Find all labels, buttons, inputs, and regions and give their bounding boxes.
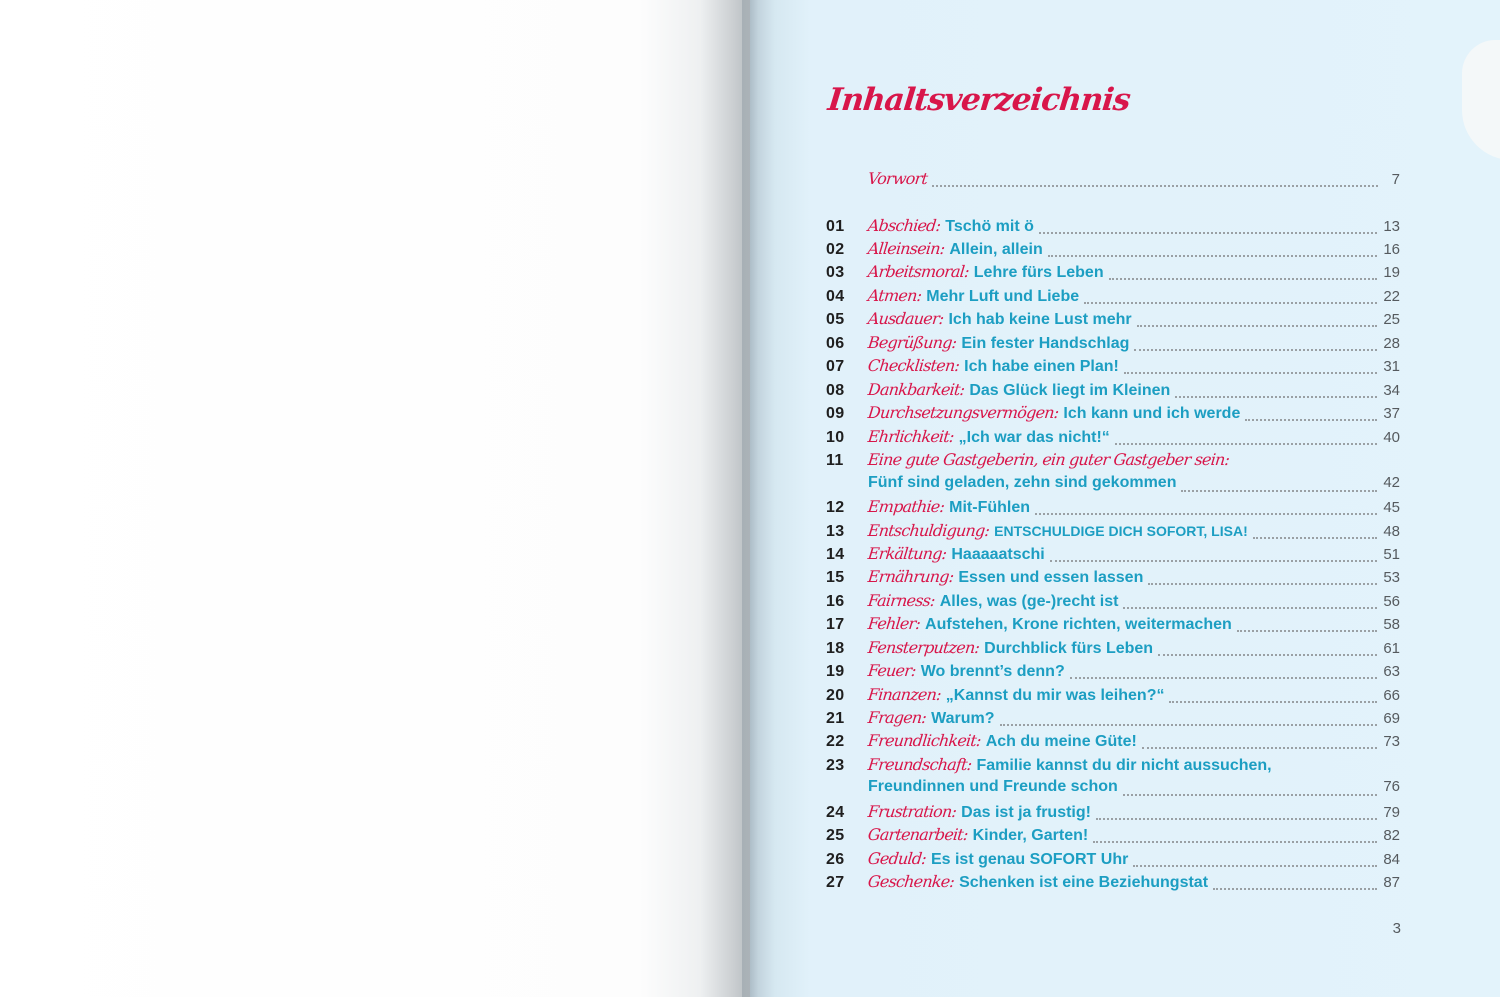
toc-entry[interactable]	[826, 661, 1400, 684]
toc-keyword: Vorwort	[867, 169, 929, 188]
toc-page-number: 45	[1383, 499, 1400, 516]
toc-leader-dots	[1050, 559, 1378, 562]
toc-subtitle: Durchblick fürs Leben	[984, 640, 1154, 657]
toc-entry[interactable]	[826, 286, 1400, 309]
toc-keyword: Fensterputzen:	[867, 638, 981, 657]
toc-number: 18	[826, 640, 845, 657]
toc-subtitle: Freundinnen und Freunde schon	[868, 778, 1118, 795]
toc-page-number: 48	[1383, 523, 1400, 540]
toc-keyword: Ernährung:	[867, 567, 955, 586]
toc-keyword: Empathie:	[867, 497, 946, 516]
toc-entry[interactable]	[826, 544, 1400, 567]
toc-entry[interactable]	[826, 427, 1400, 450]
toc-number: 07	[826, 358, 845, 375]
toc-entry[interactable]	[826, 708, 1400, 731]
toc-keyword: Atmen:	[867, 286, 923, 305]
toc-entry[interactable]	[826, 825, 1400, 848]
toc-entry[interactable]	[826, 497, 1400, 520]
toc-page-number: 56	[1383, 593, 1400, 610]
toc-keyword: Arbeitsmoral:	[867, 262, 970, 281]
toc-subtitle: Es ist genau SOFORT Uhr	[930, 851, 1129, 868]
toc-page-number: 87	[1383, 874, 1400, 891]
toc-leader-dots	[1115, 442, 1378, 445]
toc-subtitle: Ach du meine Güte!	[985, 733, 1137, 750]
toc-keyword: Freundlichkeit:	[867, 731, 982, 750]
toc-page-number: 66	[1383, 687, 1400, 704]
toc-keyword: Erkältung:	[867, 544, 948, 563]
toc-entry-continuation[interactable]	[868, 474, 1400, 497]
toc-entry[interactable]	[826, 262, 1400, 285]
toc-number: 03	[826, 264, 845, 281]
toc-subtitle: Das Glück liegt im Kleinen	[969, 382, 1171, 399]
toc-number: 11	[826, 452, 844, 469]
toc-subtitle: Tschö mit ö	[945, 218, 1034, 235]
toc-keyword: Frustration:	[867, 802, 958, 821]
toc-number: 17	[826, 616, 845, 633]
toc-number: 24	[826, 804, 845, 821]
toc-keyword: Gartenarbeit:	[867, 825, 969, 844]
toc-title: Inhaltsverzeichnis	[826, 82, 1132, 118]
toc-subtitle: Lehre fürs Leben	[973, 264, 1104, 281]
toc-keyword: Freundschaft:	[867, 755, 973, 774]
toc-page-number: 73	[1383, 733, 1400, 750]
toc-subtitle: Ich hab keine Lust mehr	[948, 311, 1132, 328]
toc-entry[interactable]	[826, 216, 1400, 239]
toc-entry[interactable]	[826, 521, 1400, 544]
toc-subtitle: Ich kann und ich werde	[1063, 405, 1241, 422]
toc-page-number: 51	[1383, 546, 1400, 563]
toc-keyword: Durchsetzungsvermögen:	[867, 403, 1060, 422]
toc-subtitle: Warum?	[931, 710, 995, 727]
toc-keyword: Eine gute Gastgeberin, ein guter Gastgeber sein:	[867, 450, 1231, 469]
toc-page-number: 13	[1383, 218, 1400, 235]
toc-page-number: 58	[1383, 616, 1400, 633]
toc-subtitle: ENTSCHULDIGE DICH SOFORT, LISA!	[994, 523, 1248, 539]
toc-entry[interactable]	[826, 849, 1400, 872]
toc-number: 14	[826, 546, 845, 563]
book-spine-shadow	[742, 0, 758, 997]
toc-page-number: 79	[1383, 804, 1400, 821]
toc-leader-dots	[1084, 301, 1377, 304]
page-number: 3	[1392, 920, 1401, 937]
toc-leader-dots	[1070, 676, 1378, 679]
toc-leader-dots	[1035, 512, 1377, 515]
toc-number: 27	[826, 874, 845, 891]
toc-number: 10	[826, 429, 845, 446]
toc-number: 05	[826, 311, 845, 328]
toc-page-number: 53	[1383, 569, 1400, 586]
toc-leader-dots	[1142, 746, 1378, 749]
toc-leader-dots	[1133, 864, 1377, 867]
toc-number: 21	[826, 710, 845, 727]
toc-subtitle: Alles, was (ge-)recht ist	[939, 593, 1119, 610]
toc-entry[interactable]	[826, 591, 1400, 614]
toc-leader-dots	[1245, 418, 1377, 421]
toc-entry[interactable]	[826, 239, 1400, 262]
toc-number: 19	[826, 663, 845, 680]
toc-page-number: 31	[1383, 358, 1400, 375]
toc-entry[interactable]	[826, 450, 1400, 473]
toc-page-number: 7	[1391, 171, 1400, 188]
toc-page-number: 40	[1383, 429, 1400, 446]
toc-subtitle: Kinder, Garten!	[972, 827, 1089, 844]
toc-subtitle: Allein, allein	[949, 241, 1043, 258]
toc-number: 26	[826, 851, 845, 868]
toc-subtitle: Aufstehen, Krone richten, weitermachen	[925, 616, 1232, 633]
toc-entry[interactable]	[826, 356, 1400, 379]
toc-number: 08	[826, 382, 845, 399]
toc-keyword: Fehler:	[867, 614, 922, 633]
toc-subtitle: Haaaaatschi	[951, 546, 1045, 563]
toc-subtitle: Das ist ja frustig!	[961, 804, 1091, 821]
toc-keyword: Fairness:	[867, 591, 936, 610]
toc-leader-dots	[932, 184, 1378, 187]
toc-keyword: Dankbarkeit:	[867, 380, 966, 399]
toc-subtitle: „Ich war das nicht!“	[958, 429, 1110, 446]
toc-subtitle: Wo brennt’s denn?	[920, 663, 1065, 680]
toc-page-number: 25	[1383, 311, 1400, 328]
toc-keyword: Geschenke:	[867, 872, 956, 891]
toc-leader-dots	[1148, 582, 1377, 585]
toc-leader-dots	[1158, 653, 1377, 656]
toc-keyword: Checklisten:	[867, 356, 961, 375]
toc-number: 04	[826, 288, 845, 305]
toc-leader-dots	[1137, 324, 1378, 327]
toc-number: 09	[826, 405, 845, 422]
toc-leader-dots	[1175, 395, 1377, 398]
toc-leader-dots	[1123, 606, 1377, 609]
toc-leader-dots	[1253, 536, 1378, 539]
toc-keyword: Feuer:	[867, 661, 917, 680]
toc-entry[interactable]	[826, 614, 1400, 637]
toc-entry[interactable]	[826, 380, 1400, 403]
toc-leader-dots	[1000, 723, 1378, 726]
toc-number: 12	[826, 499, 845, 516]
toc-leader-dots	[1048, 254, 1378, 257]
toc-subtitle: Mehr Luft und Liebe	[926, 288, 1080, 305]
toc-keyword: Finanzen:	[867, 685, 942, 704]
toc-preface-row[interactable]	[826, 169, 1400, 192]
toc-page-number: 34	[1383, 382, 1400, 399]
toc-entry[interactable]	[826, 802, 1400, 825]
toc-number: 01	[826, 218, 845, 235]
toc-page-number: 42	[1383, 474, 1400, 491]
toc-number: 02	[826, 241, 845, 258]
toc-leader-dots	[1124, 371, 1377, 374]
toc-leader-dots	[1093, 840, 1377, 843]
toc-number: 16	[826, 593, 845, 610]
toc-leader-dots	[1123, 793, 1378, 796]
toc-leader-dots	[1096, 817, 1377, 820]
toc-subtitle: Essen und essen lassen	[958, 569, 1144, 586]
toc-page-number: 69	[1383, 710, 1400, 727]
toc-number: 23	[826, 757, 845, 774]
toc-entry-continuation[interactable]	[868, 778, 1400, 801]
toc-number: 22	[826, 733, 845, 750]
toc-page-number: 84	[1383, 851, 1400, 868]
toc-keyword: Ausdauer:	[867, 309, 945, 328]
toc-entry[interactable]	[826, 403, 1400, 426]
toc-subtitle: Fünf sind geladen, zehn sind gekommen	[868, 474, 1177, 491]
toc-page-number: 37	[1383, 405, 1400, 422]
toc-keyword: Begrüßung:	[867, 333, 958, 352]
toc-subtitle: „Kannst du mir was leihen?“	[945, 687, 1165, 704]
toc-subtitle: Familie kannst du dir nicht aussuchen,	[976, 757, 1272, 774]
toc-page-number: 76	[1383, 778, 1400, 795]
toc-page-number: 63	[1383, 663, 1400, 680]
toc-page-number: 61	[1383, 640, 1400, 657]
toc-leader-dots	[1169, 700, 1377, 703]
toc-subtitle: Schenken ist eine Beziehungstat	[959, 874, 1209, 891]
toc-number: 20	[826, 687, 845, 704]
toc-leader-dots	[1109, 277, 1378, 280]
toc-page-number: 28	[1383, 335, 1400, 352]
toc-leader-dots	[1134, 348, 1377, 351]
toc-entry[interactable]	[826, 731, 1400, 754]
toc-entry[interactable]	[826, 638, 1400, 661]
toc-number: 15	[826, 569, 845, 586]
toc-keyword: Geduld:	[867, 849, 927, 868]
toc-entry[interactable]	[826, 309, 1400, 332]
toc-subtitle: Ein fester Handschlag	[961, 335, 1130, 352]
toc-leader-dots	[1039, 231, 1377, 234]
toc-leader-dots	[1181, 489, 1377, 492]
toc-entry[interactable]	[826, 333, 1400, 356]
toc-page-number: 22	[1383, 288, 1400, 305]
toc-entry[interactable]	[826, 755, 1400, 778]
toc-subtitle: Ich habe einen Plan!	[964, 358, 1119, 375]
toc-entry[interactable]	[826, 567, 1400, 590]
toc-entry[interactable]	[826, 872, 1400, 895]
toc-number: 25	[826, 827, 845, 844]
toc-keyword: Fragen:	[867, 708, 928, 727]
toc-keyword: Abschied:	[867, 216, 942, 235]
toc-page-number: 16	[1383, 241, 1400, 258]
toc-page-number: 19	[1383, 264, 1400, 281]
toc-leader-dots	[1237, 629, 1378, 632]
toc-page-number: 82	[1383, 827, 1400, 844]
toc-entry[interactable]	[826, 685, 1400, 708]
toc-keyword: Alleinsein:	[867, 239, 946, 258]
toc-number: 13	[826, 523, 845, 540]
toc-keyword: Entschuldigung:	[867, 521, 991, 540]
toc-number: 06	[826, 335, 845, 352]
toc-subtitle: Mit-Fühlen	[949, 499, 1031, 516]
toc-keyword: Ehrlichkeit:	[867, 427, 955, 446]
toc-leader-dots	[1213, 887, 1377, 890]
